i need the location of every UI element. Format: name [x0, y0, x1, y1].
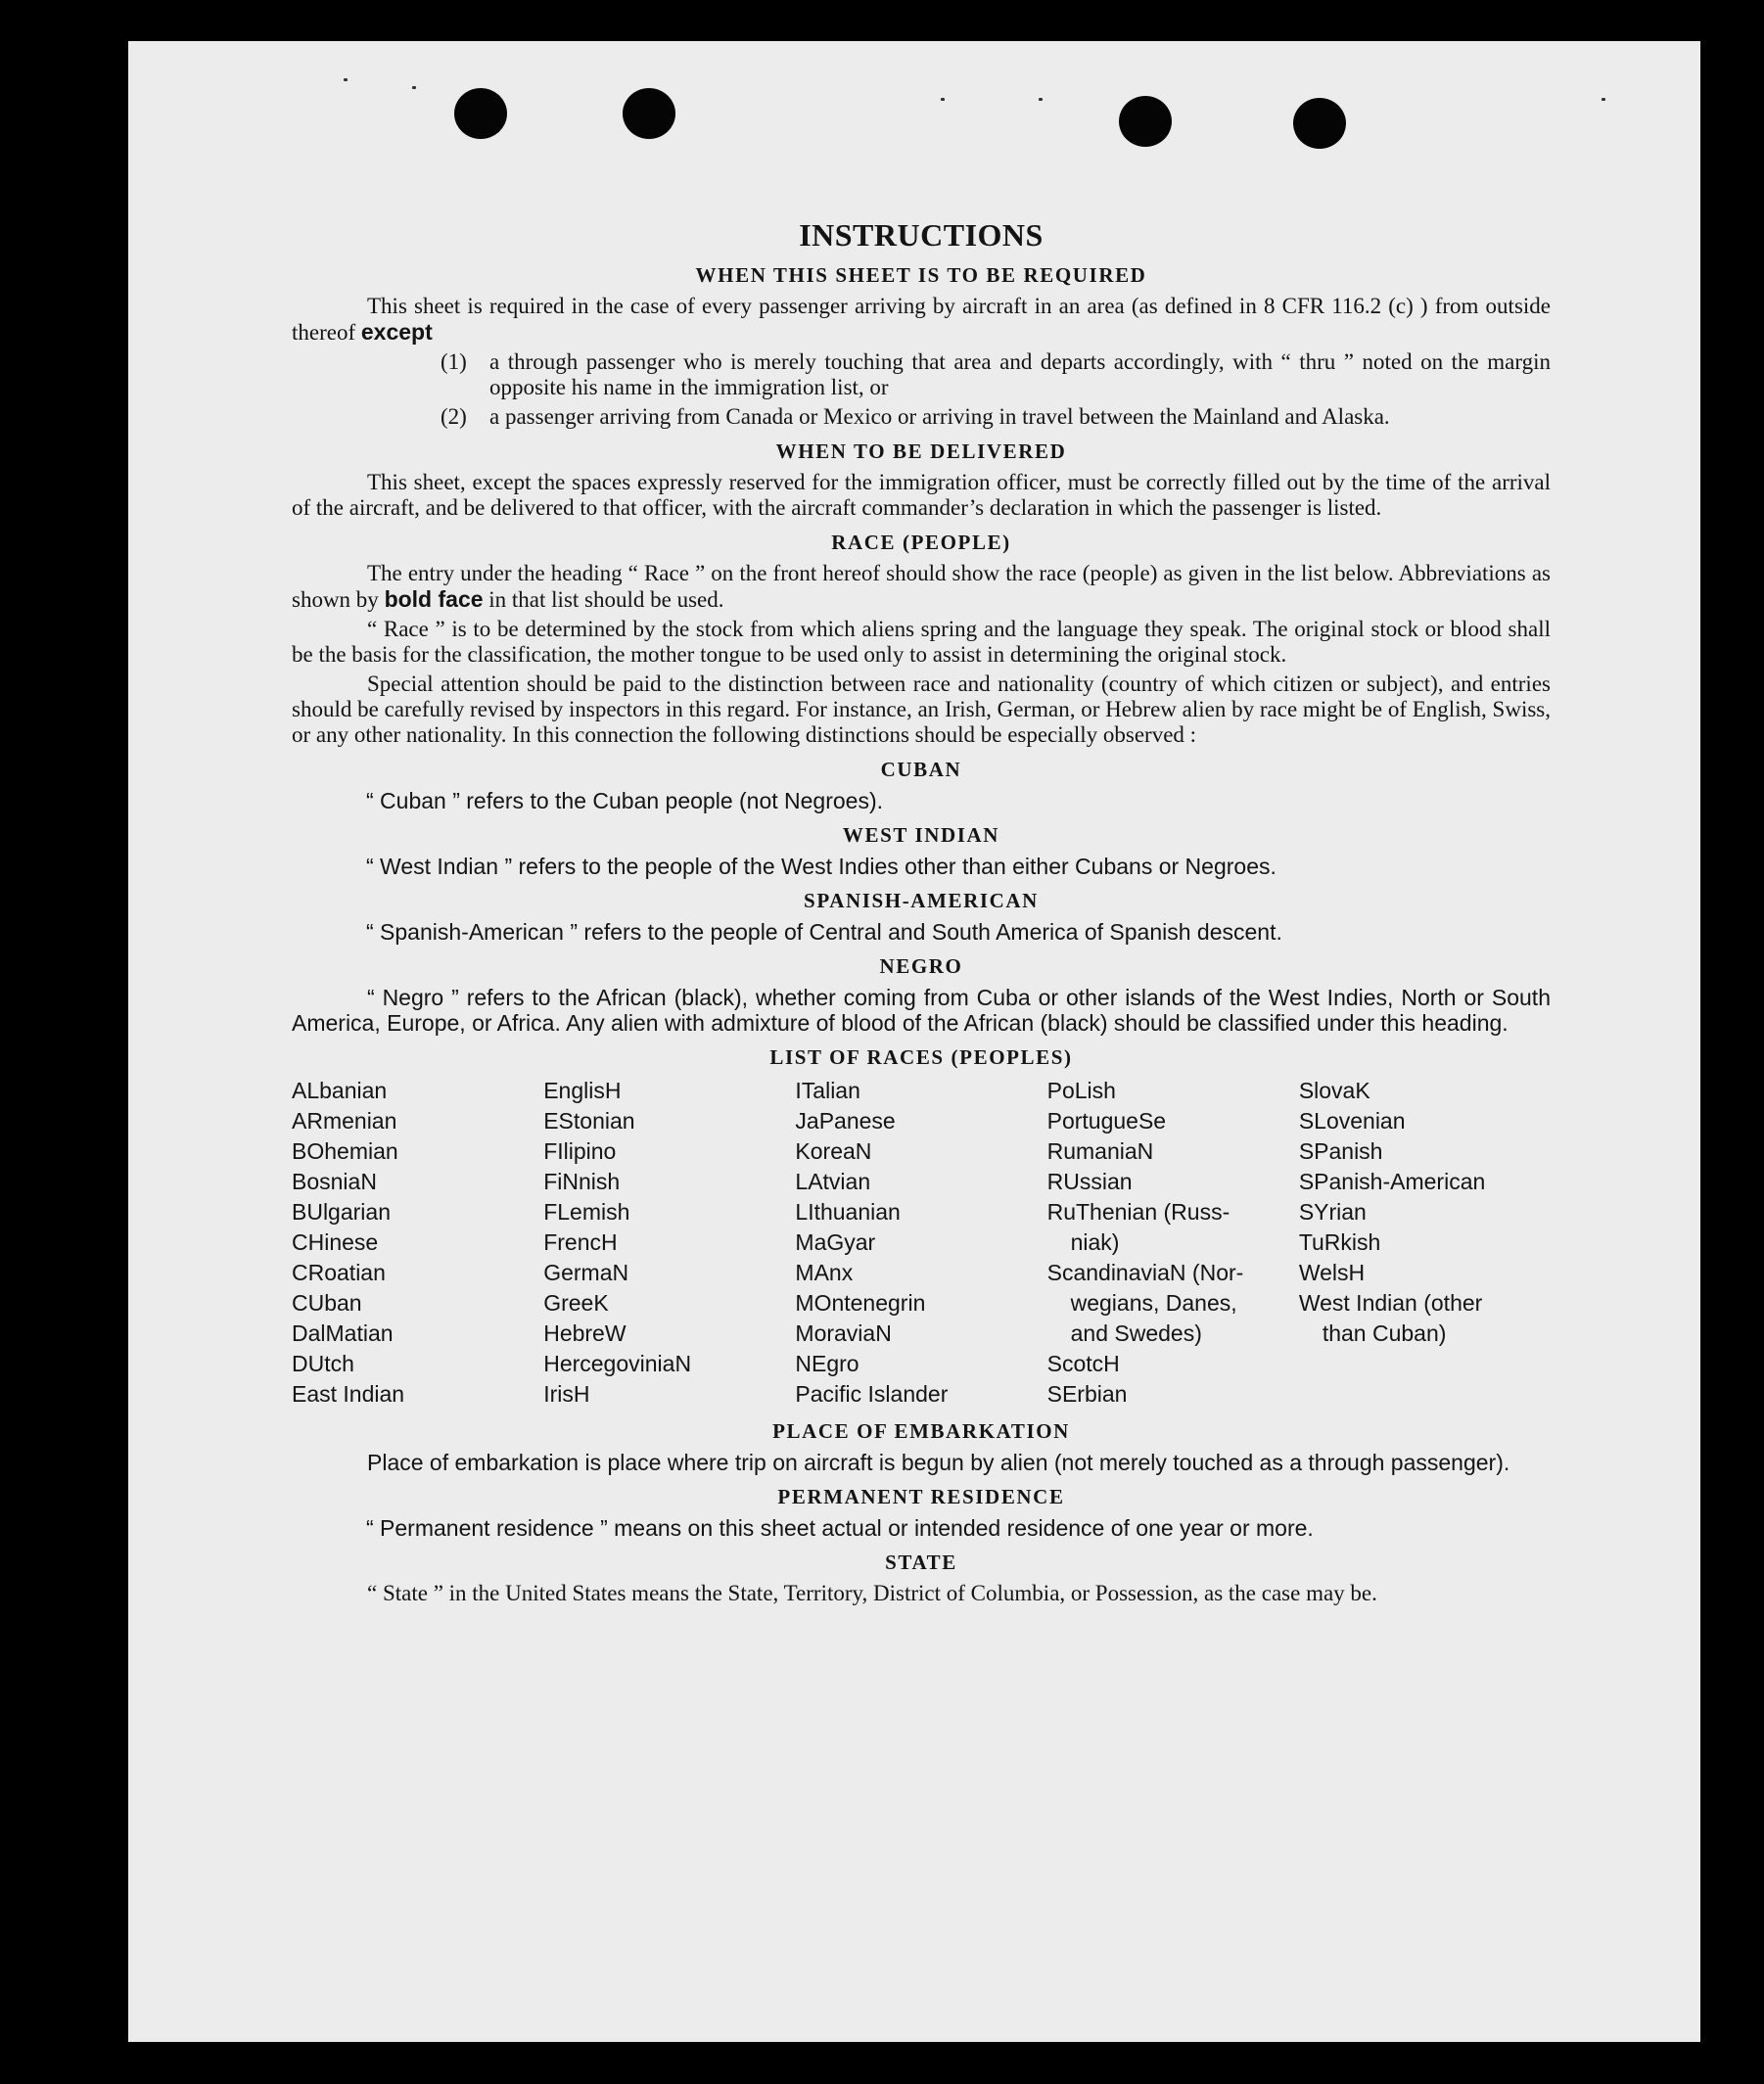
- race-entry: ScotcH: [1046, 1351, 1120, 1376]
- definition: “ Spanish-American ” refers to the people of Central and South America of Spanish descent.: [366, 919, 1282, 945]
- race-entry: SPanish-American: [1298, 1169, 1486, 1194]
- race-entry: RumaniaN: [1046, 1138, 1154, 1164]
- punch-hole: [623, 88, 675, 139]
- instructions-content: [292, 178, 1551, 1610]
- paragraph: This sheet, except the spaces expressly reserved for the immigration officer, must be correctly filled out by the time of the arrival of the aircraft, and be delivered to that officer, with the aircraft commander’s declaration in which the passenger is listed.: [292, 470, 1551, 520]
- race-entry: BUlgarian: [292, 1199, 391, 1225]
- race-entry: MaGyar: [795, 1229, 876, 1255]
- race-entry: WelsH: [1298, 1260, 1366, 1285]
- paragraph: “ Race ” is to be determined by the stock from which aliens spring and the language they speak. The original stock or blood shall be the basis for the classification, the mother tongue to be used only to assist in determining the original stock.: [292, 617, 1551, 667]
- definition: “ West Indian ” refers to the people of the West Indies other than either Cubans or Negroes.: [366, 854, 1277, 879]
- race-entry: ScandinaviaN (Nor-: [1046, 1260, 1244, 1285]
- race-entry: EnglisH: [543, 1078, 622, 1103]
- race-entry: CRoatian: [292, 1260, 386, 1285]
- speck: [941, 98, 945, 101]
- race-entry: MOntenegrin: [795, 1290, 926, 1316]
- race-entry: LIthuanian: [795, 1199, 901, 1225]
- race-entry: CUban: [292, 1290, 362, 1316]
- section-heading: RACE (PEOPLE): [831, 531, 1011, 554]
- punch-hole: [454, 88, 507, 139]
- punch-hole: [1293, 98, 1346, 149]
- paragraph: The entry under the heading “ Race ” on the front hereof should show the race (people) as given in the list below. Abbreviations as shown by bold face in that list should be used.: [292, 561, 1551, 612]
- race-entry: GreeK: [543, 1290, 609, 1316]
- item-text: a passenger arriving from Canada or Mexico or arriving in travel between the Mainland and Alaska.: [489, 404, 1390, 429]
- race-entry: DalMatian: [292, 1320, 394, 1346]
- race-entry: RuThenian (Russ-: [1046, 1199, 1230, 1225]
- race-entry: DUtch: [292, 1351, 354, 1376]
- race-entry: HercegoviniaN: [543, 1351, 692, 1376]
- definition: “ Cuban ” refers to the Cuban people (not Negroes).: [366, 788, 884, 813]
- race-entry: KoreaN: [795, 1138, 872, 1164]
- paragraph: Place of embarkation is place where trip on aircraft is begun by alien (not merely touched as a through passenger).: [367, 1450, 1510, 1475]
- race-entry: ALbanian: [292, 1078, 388, 1103]
- race-entry: ITalian: [795, 1078, 860, 1103]
- race-entry: niak): [1070, 1229, 1120, 1255]
- paragraph: “ Negro ” refers to the African (black), whether coming from Cuba or other islands of the West Indies, North or South America, Europe, or Africa. Any alien with admixture of blood of the African (black) should be classified under this heading.: [292, 985, 1551, 1036]
- race-entry: SLovenian: [1298, 1108, 1406, 1134]
- race-entry: MAnx: [795, 1260, 854, 1285]
- race-entry: East Indian: [292, 1381, 405, 1407]
- section-heading: WEST INDIAN: [842, 823, 1000, 847]
- list-item: [292, 404, 1551, 430]
- definition: “ Permanent residence ” means on this sheet actual or intended residence of one year or more.: [366, 1515, 1314, 1541]
- section-heading: PERMANENT RESIDENCE: [777, 1485, 1065, 1508]
- list-item: [292, 349, 1551, 400]
- race-entry: wegians, Danes,: [1070, 1290, 1237, 1316]
- races-column: [1047, 1076, 1299, 1410]
- race-entry: LAtvian: [795, 1169, 871, 1194]
- race-entry: FIlipino: [543, 1138, 617, 1164]
- section-heading: WHEN TO BE DELIVERED: [775, 440, 1067, 463]
- paragraph: “ State ” in the United States means the State, Territory, District of Columbia, or Possession, as the case may be.: [367, 1581, 1377, 1605]
- races-column: [292, 1076, 543, 1410]
- item-number: (2): [441, 404, 467, 429]
- section-heading: PLACE OF EMBARKATION: [772, 1419, 1070, 1443]
- race-entry: IrisH: [543, 1381, 590, 1407]
- race-entry: PortugueSe: [1046, 1108, 1167, 1134]
- race-entry: CHinese: [292, 1229, 379, 1255]
- race-entry: BosniaN: [292, 1169, 377, 1194]
- race-entry: MoraviaN: [795, 1320, 892, 1346]
- document-sheet: [128, 41, 1700, 2042]
- race-entry: GermaN: [543, 1260, 629, 1285]
- section-heading: SPANISH-AMERICAN: [804, 889, 1039, 912]
- section-heading: WHEN THIS SHEET IS TO BE REQUIRED: [695, 263, 1147, 287]
- race-entry: SErbian: [1046, 1381, 1128, 1407]
- race-entry: West Indian (other: [1298, 1290, 1483, 1316]
- race-entry: PoLish: [1046, 1078, 1116, 1103]
- race-entry: ARmenian: [292, 1108, 397, 1134]
- race-entry: and Swedes): [1070, 1320, 1202, 1346]
- race-entry: JaPanese: [795, 1108, 896, 1134]
- race-entry: SPanish: [1298, 1138, 1383, 1164]
- race-entry: EStonian: [543, 1108, 635, 1134]
- race-entry: FrencH: [543, 1229, 618, 1255]
- paragraph: This sheet is required in the case of every passenger arriving by aircraft in an area (as defined in 8 CFR 116.2 (c) ) from outside thereof except: [292, 294, 1551, 345]
- paragraph: Special attention should be paid to the distinction between race and nationality (country of which citizen or subject), and entries should be carefully revised by inspectors in this regard. For instance, an Irish, German, or Hebrew alien by race might be of English, Swiss, or any other nationality. In this connection the following distinctions should be especially observed :: [292, 672, 1551, 747]
- page-title: INSTRUCTIONS: [799, 217, 1044, 253]
- race-entry: FiNnish: [543, 1169, 621, 1194]
- race-entry: HebreW: [543, 1320, 627, 1346]
- race-entry: SlovaK: [1298, 1078, 1370, 1103]
- section-heading: LIST OF RACES (PEOPLES): [769, 1045, 1073, 1069]
- section-heading: STATE: [885, 1551, 957, 1574]
- race-entry: FLemish: [543, 1199, 630, 1225]
- section-heading: CUBAN: [880, 758, 962, 781]
- race-entry: NEgro: [795, 1351, 859, 1376]
- speck: [1039, 98, 1043, 101]
- item-number: (1): [441, 349, 467, 374]
- races-list: [292, 1076, 1551, 1410]
- race-entry: than Cuban): [1322, 1320, 1447, 1346]
- race-entry: SYrian: [1298, 1199, 1367, 1225]
- speck: [344, 78, 348, 81]
- race-entry: TuRkish: [1298, 1229, 1381, 1255]
- races-column: [795, 1076, 1046, 1410]
- item-text: a through passenger who is merely touching that area and departs accordingly, with “ thru ” noted on the margin opposite his name in the immigration list, or: [489, 349, 1551, 399]
- races-column: [1299, 1076, 1551, 1410]
- race-entry: RUssian: [1046, 1169, 1133, 1194]
- race-entry: Pacific Islander: [795, 1381, 949, 1407]
- race-entry: BOhemian: [292, 1138, 398, 1164]
- speck: [1602, 98, 1605, 101]
- section-heading: NEGRO: [879, 954, 963, 978]
- punch-hole: [1119, 96, 1172, 147]
- speck: [412, 86, 416, 89]
- races-column: [543, 1076, 795, 1410]
